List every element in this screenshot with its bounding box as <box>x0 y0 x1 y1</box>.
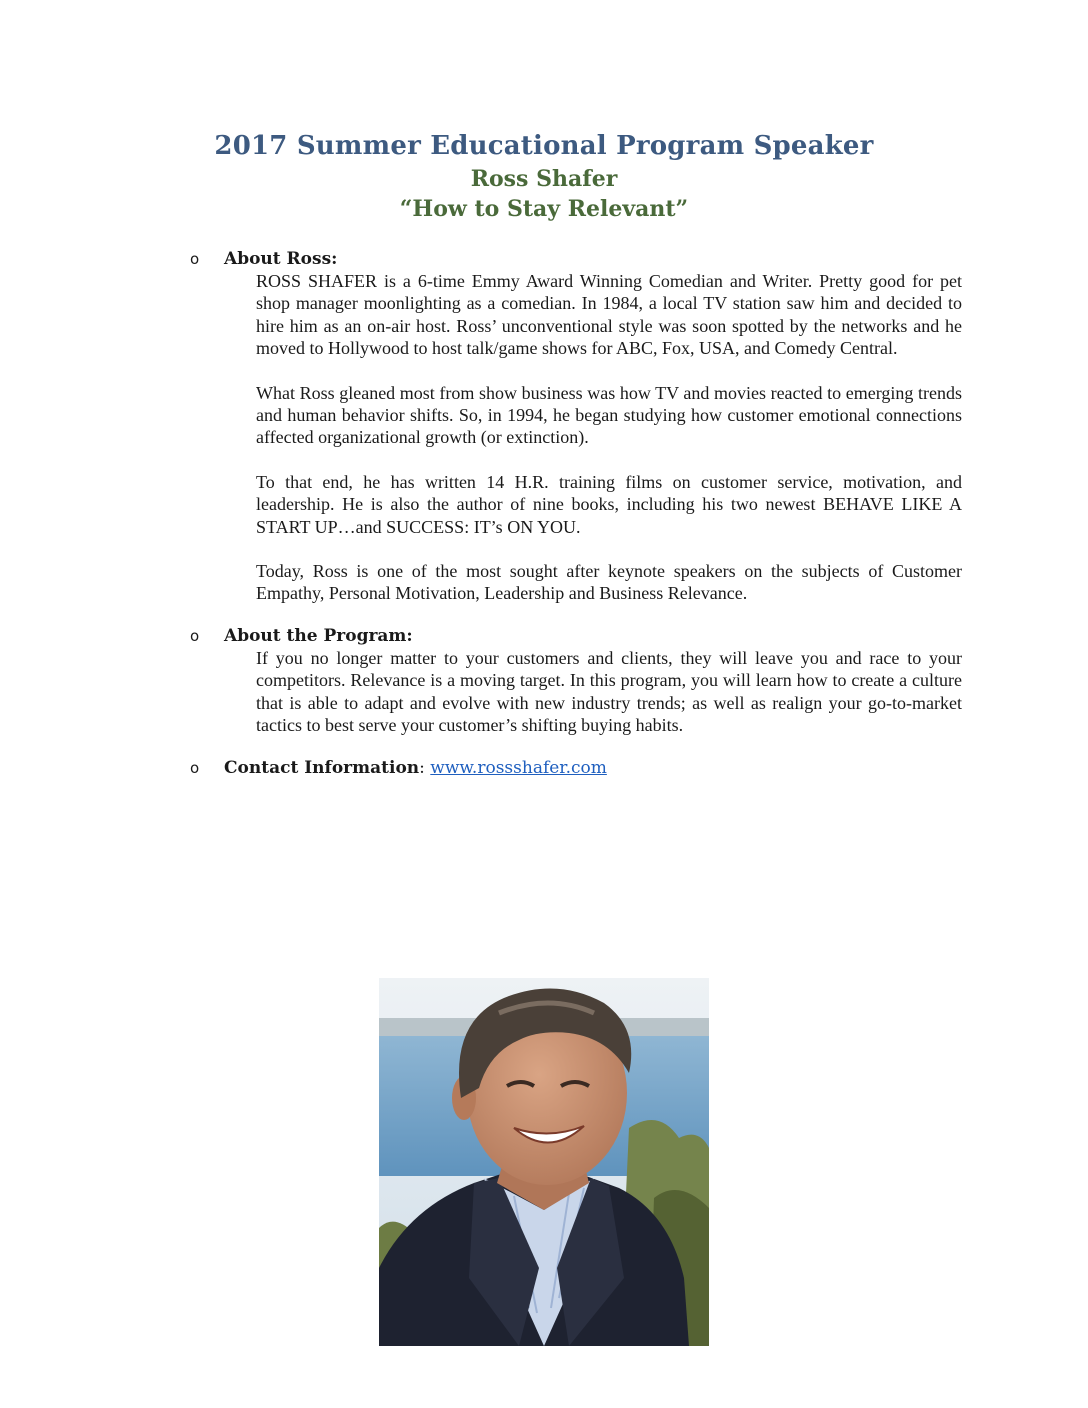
paragraph: What Ross gleaned most from show business was how TV and movies reacted to emerging trends and human behavior shifts. So, in 1994, he began studying how customer emotional connections affected organizational growth (or extinction). <box>256 382 962 448</box>
section-heading: Contact Information <box>224 757 420 778</box>
speaker-portrait-illustration <box>379 978 709 1346</box>
bullet-marker: o <box>190 758 200 777</box>
paragraph: ROSS SHAFER is a 6-time Emmy Award Winning Comedian and Writer. Pretty good for pet shop manager moonlighting as a comedian. In 1984, a local TV station saw him and decided to hire him as an on-air host. Ross’ unconventional style was soon spotted by the networks and he moved to Hollywood to host talk/game shows for ABC, Fox, USA, and Comedy Central. <box>256 271 962 359</box>
paragraph: If you no longer matter to your customers and clients, they will leave you and race to your competitors. Relevance is a moving target. In this program, you will learn how to create a culture that is able to adapt and evolve with new industry trends; as well as realign your go-to-market tactics to best serve your customer’s shifting buying habits. <box>256 647 962 736</box>
website-link[interactable]: www.rossshafer.com <box>430 757 607 778</box>
sections <box>190 248 962 799</box>
section-about-program <box>190 625 962 737</box>
bullet-marker: o <box>190 626 200 645</box>
contact-line <box>224 757 962 779</box>
speaker-photo <box>379 978 709 1346</box>
paragraph: To that end, he has written 14 H.R. training films on customer service, motivation, and leadership. He is also the author of nine books, including his two newest BEHAVE LIKE A START UP…and SUCCESS: IT’s ON YOU. <box>256 471 962 537</box>
contact-separator: : <box>419 757 431 778</box>
speaker-name: Ross Shafer <box>470 166 618 192</box>
paragraph: Today, Ross is one of the most sought after keynote speakers on the subjects of Customer Empathy, Personal Motivation, Leadership and Business Relevance. <box>256 561 962 604</box>
page-title: 2017 Summer Educational Program Speaker <box>214 131 874 161</box>
section-heading: About the Program: <box>224 625 413 646</box>
section-heading: About Ross: <box>224 249 338 269</box>
title-block <box>0 128 1088 224</box>
section-about-ross <box>190 248 962 605</box>
talk-title: “How to Stay Relevant” <box>399 196 689 222</box>
section-contact <box>190 757 962 779</box>
bullet-marker: o <box>190 250 200 268</box>
